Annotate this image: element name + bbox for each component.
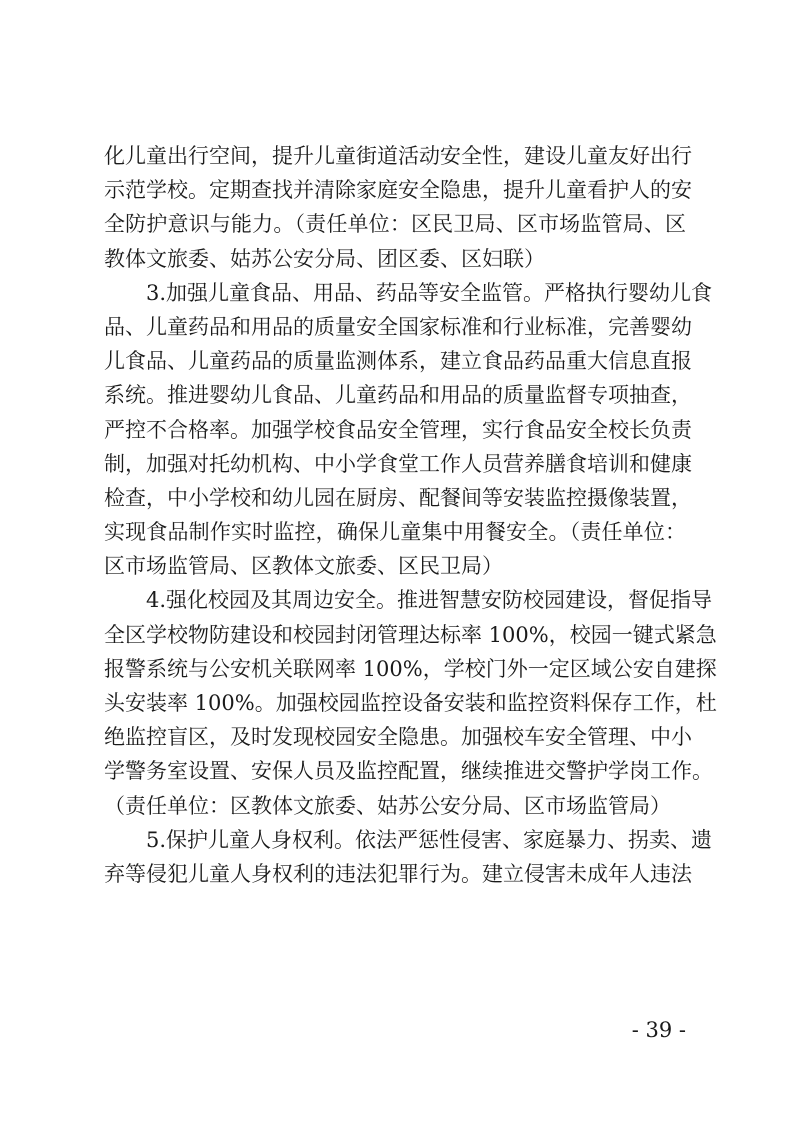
body-text [104,139,717,891]
text-line: 示范学校。定期查找并清除家庭安全隐患，提升儿童看护人的安 [104,178,692,203]
paragraph [104,823,713,891]
text-line: 5.保护儿童人身权利。依法严惩性侵害、家庭暴力、拐卖、遗 [146,827,713,852]
text-line: 报警系统与公安机关联网率 100%，学校门外一定区域公安自建探 [104,656,717,681]
text-line: 检查，中小学校和幼儿园在厨房、配餐间等安装监控摄像装置， [104,485,692,510]
text-line: 制，加强对托幼机构、中小学食堂工作人员营养膳食培训和健康 [104,451,692,476]
paragraph [104,139,692,276]
text-line: 4.强化校园及其周边安全。推进智慧安防校园建设，督促指导 [146,588,713,613]
text-line: 全区学校物防建设和校园封闭管理达标率 100%，校园一键式紧急 [104,622,717,647]
page-number: - 39 - [631,1018,686,1042]
text-line: 儿食品、儿童药品的质量监测体系，建立食品药品重大信息直报 [104,349,692,374]
text-line: 严控不合格率。加强学校食品安全管理，实行食品安全校长负责 [104,417,692,442]
text-line: 化儿童出行空间，提升儿童街道活动安全性，建设儿童友好出行 [104,144,692,168]
text-line: 头安装率 100%。加强校园监控设备安装和监控资料保存工作，杜 [104,691,717,715]
text-line: 区市场监管局、区教体文旅委、区民卫局） [104,554,503,579]
paragraph [104,276,713,584]
text-line: 3.加强儿童食品、用品、药品等安全监管。严格执行婴幼儿食 [146,280,713,305]
text-line: 绝监控盲区，及时发现校园安全隐患。加强校车安全管理、中小 [104,725,692,750]
text-line: 弃等侵犯儿童人身权利的违法犯罪行为。建立侵害未成年人违法 [104,861,692,886]
text-line: 系统。推进婴幼儿食品、儿童药品和用品的质量监督专项抽查， [104,383,692,408]
text-line: 实现食品制作实时监控，确保儿童集中用餐安全。（责任单位： [104,520,686,545]
paragraph [104,583,717,822]
text-line: 学警务室设置、安保人员及监控配置，继续推进交警护学岗工作。 [104,759,713,784]
text-line: 品、儿童药品和用品的质量安全国家标准和行业标准，完善婴幼 [104,314,692,339]
text-line: 全防护意识与能力。（责任单位：区民卫局、区市场监管局、区 [104,212,686,237]
text-line: 教体文旅委、姑苏公安分局、团区委、区妇联） [104,246,545,271]
text-line: （责任单位：区教体文旅委、姑苏公安分局、区市场监管局） [104,793,671,818]
